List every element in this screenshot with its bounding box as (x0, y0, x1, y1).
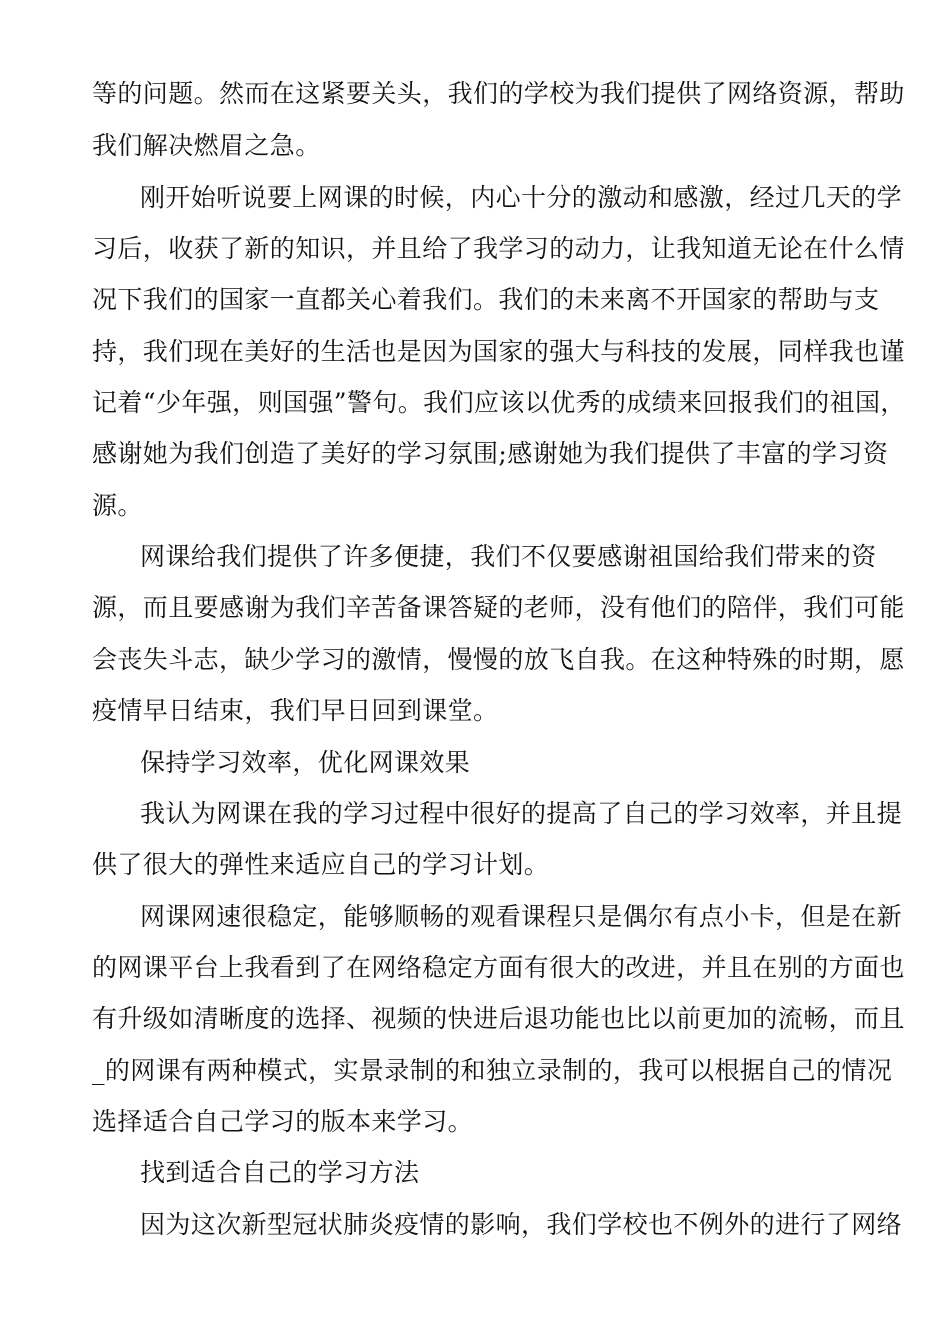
text-line: 网课网速很稳定，能够顺畅的观看课程只是偶尔有点小卡，但是在新 (140, 902, 903, 931)
text-line: 网课给我们提供了许多便捷，我们不仅要感谢祖国给我们带来的资 (140, 542, 877, 571)
text-line: 源。 (92, 491, 143, 520)
text-line: 选择适合自己学习的版本来学习。 (92, 1107, 474, 1136)
text-line: 持，我们现在美好的生活也是因为国家的强大与科技的发展，同样我也谨 (92, 337, 905, 366)
text-line: 供了很大的弹性来适应自己的学习计划。 (92, 850, 550, 879)
text-line: 保持学习效率，优化网课效果 (140, 748, 471, 777)
text-line: 有升级如清晰度的选择、视频的快进后退功能也比以前更加的流畅，而且 (92, 1004, 905, 1033)
text-line: 记着“少年强，则国强”警句。我们应该以优秀的成绩来回报我们的祖国， (92, 388, 906, 417)
text-line: 会丧失斗志，缺少学习的激情，慢慢的放飞自我。在这种特殊的时期，愿 (92, 645, 905, 674)
text-line: 因为这次新型冠状肺炎疫情的影响，我们学校也不例外的进行了网络 (140, 1210, 903, 1239)
text-line: 疫情早日结束，我们早日回到课堂。 (92, 696, 499, 725)
text-line: 况下我们的国家一直都关心着我们。我们的未来离不开国家的帮助与支 (92, 285, 880, 314)
text-line: 等的问题。然而在这紧要关头，我们的学校为我们提供了网络资源，帮助 (92, 79, 905, 108)
text-line: 源，而且要感谢为我们辛苦备课答疑的老师，没有他们的陪伴，我们可能 (92, 593, 905, 622)
text-line: 的网课平台上我看到了在网络稳定方面有很大的改进，并且在别的方面也 (92, 953, 905, 982)
text-line: 找到适合自己的学习方法 (140, 1158, 420, 1187)
text-line: 刚开始听说要上网课的时候，内心十分的激动和感激，经过几天的学 (140, 183, 903, 212)
text-line: 感谢她为我们创造了美好的学习氛围;感谢她为我们提供了丰富的学习资 (92, 439, 889, 468)
text-line: _的网课有两种模式，实景录制的和独立录制的，我可以根据自己的情况 (92, 1056, 893, 1085)
text-line: 我们解决燃眉之急。 (92, 131, 321, 160)
text-line: 习后，收获了新的知识，并且给了我学习的动力，让我知道无论在什么情 (92, 234, 905, 263)
text-line: 我认为网课在我的学习过程中很好的提高了自己的学习效率，并且提 (140, 799, 903, 828)
